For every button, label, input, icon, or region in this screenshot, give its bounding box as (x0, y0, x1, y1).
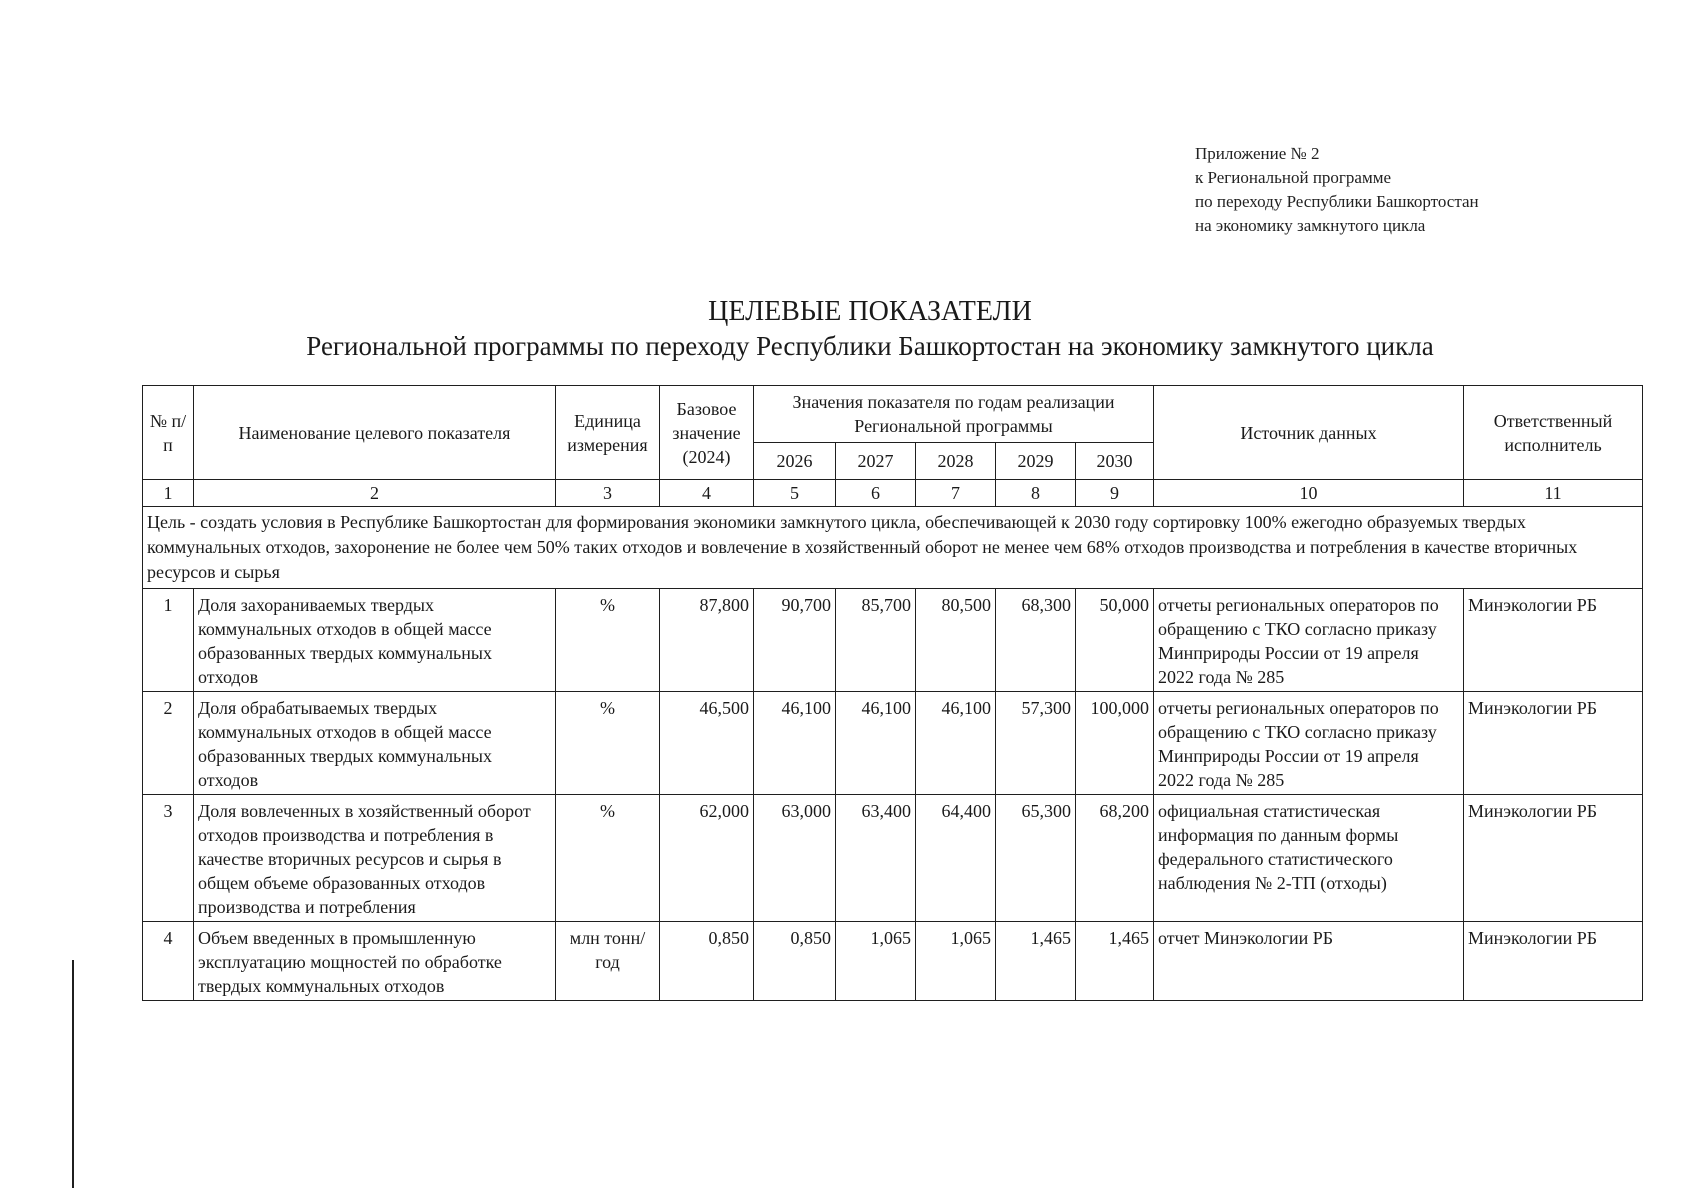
goal-text: Цель - создать условия в Республике Башкортостан для формирования экономики замкнутого цикла, обеспечивающей к 2030 году сортировку 100% ежегодно образуемых твердых коммунальных отходов, захоронение не более чем 50% таких отходов и вовлечение в хозяйственный оборот не менее чем 68% отходов производства и потребления в качестве вторичных ресурсов и сырья (143, 507, 1643, 589)
row-name: Объем введенных в промышленную эксплуатацию мощностей по обработке твердых коммунальных отходов (194, 922, 556, 1001)
row-source: отчеты региональных операторов по обращению с ТКО согласно приказу Минприроды России от 19 апреля 2022 года № 285 (1154, 692, 1464, 795)
header-name: Наименование целевого показателя (194, 386, 556, 480)
row-value: 64,400 (916, 795, 996, 922)
document-title: ЦЕЛЕВЫЕ ПОКАЗАТЕЛИ (708, 296, 1032, 327)
row-value: 57,300 (996, 692, 1076, 795)
row-value: 90,700 (754, 589, 836, 692)
row-responsible: Минэкологии РБ (1464, 795, 1643, 922)
table-row (143, 795, 1643, 922)
table-row (143, 692, 1643, 795)
row-value: 68,200 (1076, 795, 1154, 922)
row-name: Доля вовлеченных в хозяйственный оборот отходов производства и потребления в качестве вторичных ресурсов и сырья в общем объеме образованных отходов производства и потребления (194, 795, 556, 922)
scan-margin-line (72, 960, 74, 1188)
header-source: Источник данных (1154, 386, 1464, 480)
header-year: 2029 (996, 443, 1076, 480)
table-row (143, 922, 1643, 1001)
row-value: 85,700 (836, 589, 916, 692)
appendix-line: на экономику замкнутого цикла (1195, 216, 1426, 235)
row-value: 1,465 (996, 922, 1076, 1001)
row-responsible: Минэкологии РБ (1464, 692, 1643, 795)
column-number: 4 (660, 480, 754, 507)
row-num: 3 (143, 795, 194, 922)
row-value: 65,300 (996, 795, 1076, 922)
row-source: отчеты региональных операторов по обращению с ТКО согласно приказу Минприроды России от 19 апреля 2022 года № 285 (1154, 589, 1464, 692)
row-value: 46,100 (754, 692, 836, 795)
column-number-row (143, 480, 1643, 507)
document-subtitle: Региональной программы по переходу Республики Башкортостан на экономику замкнутого цикла (306, 331, 1434, 361)
header-year: 2028 (916, 443, 996, 480)
header-year: 2026 (754, 443, 836, 480)
row-responsible: Минэкологии РБ (1464, 589, 1643, 692)
column-number: 9 (1076, 480, 1154, 507)
row-value: 1,065 (916, 922, 996, 1001)
row-value: 1,065 (836, 922, 916, 1001)
table-row (143, 589, 1643, 692)
header-years-group: Значения показателя по годам реализации Региональной программы (754, 386, 1154, 443)
row-value: 46,100 (836, 692, 916, 795)
row-name: Доля захораниваемых твердых коммунальных отходов в общей массе образованных твердых коммунальных отходов (194, 589, 556, 692)
row-num: 2 (143, 692, 194, 795)
row-value: 100,000 (1076, 692, 1154, 795)
row-unit: млн тонн/ год (556, 922, 660, 1001)
row-value: 50,000 (1076, 589, 1154, 692)
row-value: 63,000 (754, 795, 836, 922)
row-unit: % (556, 692, 660, 795)
row-value: 80,500 (916, 589, 996, 692)
column-number: 6 (836, 480, 916, 507)
header-num: № п/п (143, 386, 194, 480)
row-base: 62,000 (660, 795, 754, 922)
row-value: 68,300 (996, 589, 1076, 692)
column-number: 8 (996, 480, 1076, 507)
row-unit: % (556, 795, 660, 922)
column-number: 10 (1154, 480, 1464, 507)
column-number: 11 (1464, 480, 1643, 507)
row-num: 1 (143, 589, 194, 692)
row-name: Доля обрабатываемых твердых коммунальных отходов в общей массе образованных твердых коммунальных отходов (194, 692, 556, 795)
row-value: 46,100 (916, 692, 996, 795)
header-unit: Единица измерения (556, 386, 660, 480)
row-source: отчет Минэкологии РБ (1154, 922, 1464, 1001)
row-unit: % (556, 589, 660, 692)
row-value: 1,465 (1076, 922, 1154, 1001)
goal-row (143, 507, 1643, 589)
column-number: 3 (556, 480, 660, 507)
row-num: 4 (143, 922, 194, 1001)
column-number: 7 (916, 480, 996, 507)
appendix-line: к Региональной программе (1195, 168, 1392, 187)
header-year: 2030 (1076, 443, 1154, 480)
row-value: 0,850 (754, 922, 836, 1001)
row-base: 46,500 (660, 692, 754, 795)
targets-table (142, 385, 1643, 1001)
header-year: 2027 (836, 443, 916, 480)
header-base: Базовое значение (2024) (660, 386, 754, 480)
column-number: 1 (143, 480, 194, 507)
row-base: 0,850 (660, 922, 754, 1001)
row-value: 63,400 (836, 795, 916, 922)
row-source: официальная статистическая информация по данным формы федерального статистического наблюдения № 2-ТП (отходы) (1154, 795, 1464, 922)
appendix-note (1195, 142, 1479, 238)
row-base: 87,800 (660, 589, 754, 692)
column-number: 5 (754, 480, 836, 507)
header-responsible: Ответственный исполнитель (1464, 386, 1643, 480)
row-responsible: Минэкологии РБ (1464, 922, 1643, 1001)
column-number: 2 (194, 480, 556, 507)
appendix-line: по переходу Республики Башкортостан (1195, 192, 1479, 211)
appendix-line: Приложение № 2 (1195, 144, 1320, 163)
